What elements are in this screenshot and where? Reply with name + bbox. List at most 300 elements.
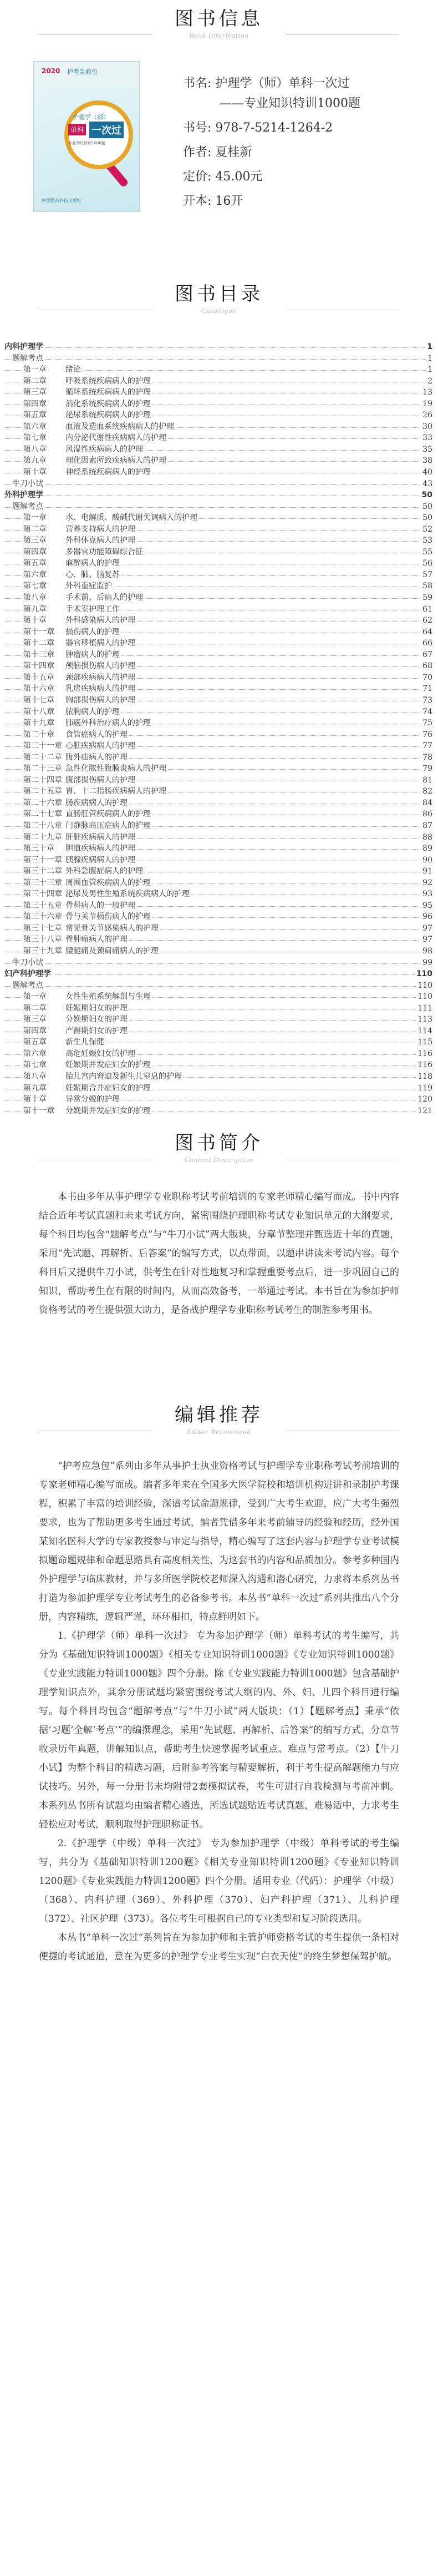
toc-title: 手术前、后病人的护理 bbox=[65, 593, 143, 603]
toc-chapter-number: 第十七章 bbox=[23, 695, 54, 705]
cover-year: 2020 bbox=[42, 67, 60, 75]
toc-chap bbox=[4, 627, 432, 638]
toc-title: 肺癌外科治疗病人的护理 bbox=[65, 719, 151, 728]
toc-title: 外科重症监护 bbox=[65, 582, 112, 591]
cover-subject: 护理学（师） bbox=[73, 114, 109, 121]
cover-single: 单科 bbox=[68, 124, 86, 135]
toc-chap bbox=[4, 672, 432, 684]
cover-pass: 一次过 bbox=[89, 122, 124, 138]
toc-chap bbox=[4, 786, 432, 797]
toc-chapter-number: 第二十四章 bbox=[23, 775, 62, 785]
toc-chapter-number: 第二十九章 bbox=[23, 832, 62, 842]
toc-page-number: 64 bbox=[421, 627, 432, 638]
divider bbox=[286, 34, 399, 35]
toc-page-number: 33 bbox=[421, 432, 432, 444]
toc-group bbox=[4, 478, 432, 490]
toc-page-number: 38 bbox=[421, 455, 432, 467]
toc-chapter-number: 第十一章 bbox=[23, 627, 54, 637]
toc-page-number: 26 bbox=[421, 410, 432, 421]
toc-chapter-number: 第二十一章 bbox=[23, 741, 62, 751]
toc-title: 手术室护理工作 bbox=[65, 604, 120, 614]
toc-chap bbox=[4, 432, 432, 444]
toc-chapter-number: 第九章 bbox=[23, 456, 47, 466]
toc-title: 腰腿痛及颈肩痛病人的护理 bbox=[65, 946, 159, 956]
toc-page-number: 66 bbox=[421, 638, 432, 649]
toc-chapter-number: 第十一章 bbox=[23, 1106, 54, 1115]
toc-chapter-number: 第九章 bbox=[23, 604, 47, 614]
toc-chap bbox=[4, 866, 432, 877]
toc-chap bbox=[4, 1026, 432, 1037]
toc-page-number: 71 bbox=[421, 683, 432, 695]
book-info-heading: 图书信息 bbox=[175, 8, 263, 30]
toc-chapter-number: 第三十五章 bbox=[23, 901, 62, 910]
toc-chapter-number: 第三章 bbox=[23, 388, 47, 397]
book-subtitle-row bbox=[183, 95, 360, 112]
toc-chapter-number: 第十三章 bbox=[23, 650, 54, 659]
toc-page-number: 1 bbox=[426, 364, 432, 376]
toc-chapter-number: 第八章 bbox=[23, 593, 47, 603]
toc-chapter-number: 第四章 bbox=[23, 547, 47, 557]
book-cover bbox=[33, 61, 140, 212]
toc-chap bbox=[4, 638, 432, 649]
toc-title: 直肠肛管疾病病人的护理 bbox=[65, 810, 151, 819]
toc-chapter-number: 第十五章 bbox=[23, 673, 54, 682]
recommend-paragraph-1: “护考应急包”系列由多年从事护士执业资格考试与护理学专业职称考试考前培训的专家老师精心编写而成。编者多年来在全国多大医学院校和培训机构进讲和录制护考课程，积累了丰富的培训经验，深谙考试命题规律，受到广大考生欢迎，应广大考生强烈要求，也为了帮助更多考生通过考试，编者凭借多年来考前辅导的经验和经历，经外国某知名医科大学的专家教授参与审定与指导，精心编写了这套内容与护理学专业考试模拟题命题规律和命题思路具有高度相关性，为这套书的内容和品质加分。参考多种国内外护理学与临床教材，并与多所医学院校老师深入沟通和潜心研究，力求将本系列丛书打造为参加护理学专业考试考生的必备参考书。本丛书“单科一次过”系列共推出八个分册，内容精练，逻辑严谨，环环相扣，特点鲜明如下。 bbox=[39, 1461, 399, 1623]
toc-chap bbox=[4, 410, 432, 421]
toc-chapter-number: 第九章 bbox=[23, 1083, 47, 1093]
toc-title: 题解考点 bbox=[12, 502, 43, 511]
dot-leader bbox=[4, 963, 432, 964]
toc-chap bbox=[4, 775, 432, 786]
toc-part bbox=[4, 341, 432, 353]
toc-chapter-number: 第三十章 bbox=[23, 844, 54, 853]
toc-chapter-number: 第五章 bbox=[23, 411, 47, 420]
toc-chap bbox=[4, 1094, 432, 1105]
format-row: 开本: 16开 bbox=[183, 194, 243, 208]
toc-chap bbox=[4, 1105, 432, 1117]
toc-title: 新生儿保健 bbox=[65, 1038, 104, 1047]
toc-chapter-number: 第三十九章 bbox=[23, 946, 62, 956]
toc-chapter-number: 第二十七章 bbox=[23, 810, 62, 819]
toc-page-number: 68 bbox=[421, 660, 432, 672]
toc-title: 乳房疾病病人的护理 bbox=[65, 684, 135, 694]
toc-chap bbox=[4, 695, 432, 706]
price: 45.00元 bbox=[215, 170, 263, 184]
toc-chap bbox=[4, 615, 432, 627]
toc-page-number: 56 bbox=[421, 558, 432, 569]
toc-chap bbox=[4, 1083, 432, 1094]
cover-publisher: 中国医药科技出版社 bbox=[42, 198, 82, 203]
toc-page-number: 110 bbox=[416, 991, 432, 1003]
book-info-list bbox=[183, 75, 360, 218]
toc-page-number: 1 bbox=[425, 341, 432, 353]
toc-chap bbox=[4, 1059, 432, 1071]
toc-title: 泌尿及男性生殖系统疾病病人的护理 bbox=[65, 890, 190, 899]
recommend-heading-en: Editor Recommend bbox=[186, 1427, 251, 1436]
toc-title: 麻醉病人的护理 bbox=[65, 559, 120, 568]
toc-chap bbox=[4, 934, 432, 946]
toc-chapter-number: 第八章 bbox=[23, 445, 47, 454]
toc-title: 分娩期并发症妇女的护理 bbox=[65, 1106, 151, 1115]
toc-title: 胰腺疾病病人的护理 bbox=[65, 855, 135, 865]
toc-page-number: 91 bbox=[421, 866, 432, 877]
toc-chap bbox=[4, 467, 432, 478]
toc-chap bbox=[4, 900, 432, 912]
table-of-contents bbox=[4, 341, 432, 1117]
toc-group bbox=[4, 353, 432, 365]
toc-page-number: 113 bbox=[416, 1014, 432, 1026]
toc-title: 肝脏疾病病人的护理 bbox=[65, 832, 135, 842]
toc-title: 绪论 bbox=[65, 365, 81, 375]
toc-chap bbox=[4, 991, 432, 1003]
toc-page-number: 114 bbox=[416, 1026, 432, 1037]
toc-page-number: 59 bbox=[421, 592, 432, 604]
toc-title: 颈部疾病病人的护理 bbox=[65, 673, 135, 682]
toc-chap bbox=[4, 580, 432, 592]
toc-page-number: 119 bbox=[416, 1083, 432, 1094]
description-heading-en: Content Description bbox=[184, 1155, 254, 1164]
dot-leader bbox=[4, 507, 432, 508]
toc-chap bbox=[4, 740, 432, 752]
toc-chap bbox=[4, 1071, 432, 1083]
toc-group bbox=[4, 980, 432, 992]
toc-title: 心脏疾病病人的护理 bbox=[65, 741, 135, 751]
toc-chap bbox=[4, 512, 432, 524]
toc-chapter-number: 第二十五章 bbox=[23, 787, 62, 796]
toc-chapter-number: 第八章 bbox=[23, 1072, 47, 1081]
toc-chap bbox=[4, 797, 432, 809]
toc-page-number: 57 bbox=[421, 569, 432, 581]
toc-chap bbox=[4, 832, 432, 843]
toc-chapter-number: 第一章 bbox=[23, 992, 47, 1002]
book-title-row: 书名: 护理学（师）单科一次过 bbox=[183, 77, 350, 90]
toc-title: 妊娠期并发症妇女的护理 bbox=[65, 1060, 151, 1070]
toc-page-number: 110 bbox=[415, 968, 432, 980]
recommend-paragraph-2: 1.《护理学（师）单科一次过》 专为参加护理学（师）单科考试的考生编写，共分为《基础知识特训1000题》《相关专业知识特训1000题》《专业知识特训1000题》《专业实践能力特训1000题》四个分册。除《专业实践能力特训1000题》包含基础护理学知识点外，其余分册试题均紧密围绕考试大纲的内、外、妇、儿四个科目进行编写。每个科目均包含“题解考点”与“牛刀小试”两大版块：（1）【题解考点】秉承“依据‘习题’全解‘考点’”的编撰理念，采用“先试题、再解析、后答案”的编写方式，分章节收录历年真题，讲解知识点，帮助考生快速掌握考试重点、难点与常考点。（2）【牛刀小试】为整个科目的精选习题，后附参考答案与精要解析，利于考生提高解题能力与应试技巧。另外，每一分册书末均附带2套模拟试卷，考生可进行自我检测与考前冲刺。本系列丛书所有试题均由编者精心遴选，所选试题贴近考试真题，难易适中，力求考生轻松应对考试，顺利取得护理职称证书。 bbox=[39, 1630, 399, 1830]
toc-page-number: 99 bbox=[421, 957, 432, 969]
toc-chapter-number: 第十四章 bbox=[23, 661, 54, 671]
toc-title: 周围血管疾病病人的护理 bbox=[65, 878, 151, 887]
author: 夏桂新 bbox=[215, 145, 252, 159]
toc-chap bbox=[4, 911, 432, 923]
toc-title: 内分泌代谢性疾病病人的护理 bbox=[65, 433, 166, 443]
toc-title: 门静脉高压症病人的护理 bbox=[65, 821, 151, 830]
toc-chap bbox=[4, 1037, 432, 1048]
recommend-heading: 编辑推荐 bbox=[175, 1404, 263, 1426]
toc-title: 异常分娩的护理 bbox=[65, 1095, 120, 1104]
toc-page-number: 30 bbox=[421, 421, 432, 433]
toc-page-number: 86 bbox=[421, 809, 432, 820]
toc-page-number: 93 bbox=[421, 888, 432, 900]
toc-chapter-number: 第三十二章 bbox=[23, 867, 62, 876]
toc-page-number: 13 bbox=[421, 387, 432, 398]
toc-page-number: 81 bbox=[421, 775, 432, 786]
toc-page-number: 52 bbox=[421, 524, 432, 536]
toc-title: 风湿性疾病病人的护理 bbox=[65, 445, 143, 454]
toc-title: 神经系统疾病病人的护理 bbox=[65, 468, 151, 477]
toc-page-number: 97 bbox=[421, 923, 432, 935]
toc-chap bbox=[4, 729, 432, 741]
toc-title: 题解考点 bbox=[12, 981, 43, 990]
toc-page-number: 90 bbox=[421, 855, 432, 866]
description-header bbox=[0, 1132, 438, 1164]
toc-chap bbox=[4, 547, 432, 558]
toc-chap bbox=[4, 444, 432, 456]
description-body bbox=[39, 1188, 399, 1320]
toc-title: 消化系统疾病病人的护理 bbox=[65, 399, 151, 408]
cover-series: 护考急救包 bbox=[67, 68, 98, 75]
toc-page-number: 115 bbox=[416, 1037, 432, 1048]
toc-chapter-number: 第一章 bbox=[23, 365, 47, 375]
toc-chap bbox=[4, 683, 432, 695]
toc-chap bbox=[4, 649, 432, 661]
toc-page-number: 74 bbox=[421, 706, 432, 718]
toc-chapter-number: 第三章 bbox=[23, 536, 47, 545]
toc-chapter-number: 第三十七章 bbox=[23, 923, 62, 933]
toc-title: 外科感染病人的护理 bbox=[65, 616, 135, 625]
toc-page-number: 19 bbox=[421, 398, 432, 410]
toc-page-number: 116 bbox=[416, 1059, 432, 1071]
toc-title: 常见骨关节感染病人的护理 bbox=[65, 923, 159, 933]
toc-chapter-number: 第三章 bbox=[23, 1015, 47, 1024]
toc-page-number: 82 bbox=[421, 786, 432, 797]
toc-title: 器官移植病人的护理 bbox=[65, 639, 135, 648]
toc-page-number: 84 bbox=[421, 797, 432, 809]
toc-chapter-number: 第十章 bbox=[23, 1095, 47, 1104]
toc-page-number: 95 bbox=[421, 900, 432, 912]
toc-chap bbox=[4, 1048, 432, 1060]
dot-leader bbox=[4, 359, 432, 360]
toc-chapter-number: 第十章 bbox=[23, 616, 47, 625]
toc-page-number: 40 bbox=[421, 467, 432, 478]
toc-chapter-number: 第二十三章 bbox=[23, 764, 62, 774]
toc-chapter-number: 第六章 bbox=[23, 570, 47, 579]
dot-leader bbox=[4, 974, 432, 975]
toc-chap bbox=[4, 763, 432, 775]
toc-page-number: 120 bbox=[416, 1094, 432, 1105]
toc-page-number: 92 bbox=[421, 877, 432, 889]
catalogue-heading-en: Catalogue bbox=[201, 306, 237, 315]
recommend-header bbox=[0, 1404, 438, 1436]
toc-chap bbox=[4, 843, 432, 855]
toc-chap bbox=[4, 706, 432, 718]
toc-page-number: 79 bbox=[421, 763, 432, 775]
toc-page-number: 96 bbox=[421, 911, 432, 923]
toc-title: 外科急腹症病人的护理 bbox=[65, 867, 143, 876]
toc-chap bbox=[4, 558, 432, 569]
toc-chapter-number: 第三十三章 bbox=[23, 878, 62, 887]
toc-title: 骨肿瘤病人的护理 bbox=[65, 935, 128, 944]
toc-page-number: 50 bbox=[421, 501, 432, 513]
toc-page-number: 76 bbox=[421, 729, 432, 741]
toc-title: 腹部损伤病人的护理 bbox=[65, 775, 135, 785]
toc-chapter-number: 第三十一章 bbox=[23, 855, 62, 865]
toc-title: 损伤病人的护理 bbox=[65, 627, 120, 637]
toc-chapter-number: 第六章 bbox=[23, 1049, 47, 1058]
toc-title: 胎儿宫内窘迫及新生儿窒息的护理 bbox=[65, 1072, 182, 1081]
toc-title: 肿瘤病人的护理 bbox=[65, 650, 120, 659]
toc-page-number: 97 bbox=[421, 934, 432, 946]
toc-page-number: 98 bbox=[421, 946, 432, 957]
toc-title: 内科护理学 bbox=[4, 342, 43, 351]
recommend-body bbox=[39, 1457, 399, 1966]
cover-mini-title: 专业知识特训1000题 bbox=[68, 141, 105, 145]
toc-chap bbox=[4, 888, 432, 900]
toc-chap bbox=[4, 855, 432, 866]
book-title: 护理学（师）单科一次过 bbox=[215, 77, 350, 90]
toc-title: 胃、十二指肠疾病病人的护理 bbox=[65, 787, 166, 796]
toc-page-number: 77 bbox=[421, 740, 432, 752]
recommend-paragraph-3: 2.《护理学（中级）单科一次过》 专为参加护理学（中级）单科考试的考生编写，共分为《基础知识特训1200题》《相关专业知识特训1200题》《专业知识特训1200题》《专业实践能力特训1200题》四个分册。适用专业（代码）：护理学（中级）（368）、内科护理（369）、外科护理（370）、妇产科护理（371）、儿科护理（372）、社区护理（373）。各位考生可根据自己的专业类型和复习阶段选用。 bbox=[39, 1838, 399, 1925]
toc-page-number: 73 bbox=[421, 695, 432, 706]
description-heading: 图书简介 bbox=[175, 1132, 263, 1154]
toc-chap bbox=[4, 455, 432, 467]
isbn: 978-7-5214-1264-2 bbox=[215, 121, 333, 135]
toc-chap bbox=[4, 604, 432, 615]
toc-page-number: 55 bbox=[421, 547, 432, 558]
toc-title: 肠疾病病人的护理 bbox=[65, 798, 128, 807]
toc-title: 泌尿系统疾病病人的护理 bbox=[65, 411, 151, 420]
toc-title: 颅脑损伤病人的护理 bbox=[65, 661, 135, 671]
toc-chapter-number: 第五章 bbox=[23, 559, 47, 568]
toc-chapter-number: 第四章 bbox=[23, 1026, 47, 1036]
toc-chap bbox=[4, 387, 432, 398]
price-row: 定价: 45.00元 bbox=[183, 170, 263, 184]
toc-chap bbox=[4, 364, 432, 376]
toc-title: 呼吸系统疾病病人的护理 bbox=[65, 376, 151, 386]
toc-chapter-number: 第七章 bbox=[23, 582, 47, 591]
toc-chap bbox=[4, 1003, 432, 1014]
toc-page-number: 67 bbox=[421, 649, 432, 661]
toc-title: 妊娠期合并症妇女的护理 bbox=[65, 1083, 151, 1093]
toc-title: 腹外疝病人的护理 bbox=[65, 752, 128, 762]
description-text: 本书由多年从事护理学专业职称考试考前培训的专家老师精心编写而成。书中内容结合近年考试真题和未来考试方向，紧密围绕护理职称考试专业知识单元的大纲要求，每个科目均包含“题解考点”与“牛刀小试”两大版块，分章节整理并甄选近十年的真题，采用“先试题、再解析、后答案”的编写方式，以点带面，以题串讲读来考试内容。每个科目后又提供牛刀小试，供考生在针对性地复习和掌握重要考点后，进一步巩固自己的知识，帮助考生在有限的时间内，从而高效备考，一举通过考试。本书旨在为参加护师资格考试的考生提供强大助力，是备战护理学专业职称考试考生的制胜参考用书。 bbox=[39, 1191, 399, 1316]
toc-chapter-number: 第二章 bbox=[23, 524, 47, 534]
toc-chap bbox=[4, 946, 432, 957]
toc-chap bbox=[4, 877, 432, 889]
toc-chapter-number: 第一章 bbox=[23, 513, 47, 523]
toc-chapter-number: 第二章 bbox=[23, 376, 47, 386]
toc-chapter-number: 第三十四章 bbox=[23, 890, 62, 899]
dot-leader bbox=[4, 484, 432, 485]
toc-chap bbox=[4, 660, 432, 672]
toc-title: 外科休克病人的护理 bbox=[65, 536, 135, 545]
toc-chapter-number: 第三十六章 bbox=[23, 912, 62, 922]
toc-chap bbox=[4, 718, 432, 729]
toc-group bbox=[4, 501, 432, 513]
toc-page-number: 111 bbox=[416, 1003, 432, 1014]
toc-page-number: 2 bbox=[426, 376, 432, 387]
toc-chap bbox=[4, 820, 432, 832]
toc-chapter-number: 第四章 bbox=[23, 399, 47, 408]
toc-page-number: 50 bbox=[421, 512, 432, 524]
toc-chapter-number: 第十章 bbox=[23, 468, 47, 477]
toc-title: 营养支持病人的护理 bbox=[65, 524, 135, 534]
toc-page-number: 58 bbox=[421, 580, 432, 592]
toc-chapter-number: 第六章 bbox=[23, 422, 47, 431]
toc-page-number: 35 bbox=[421, 444, 432, 456]
toc-title: 分娩期妇女的护理 bbox=[65, 1015, 128, 1024]
toc-chap bbox=[4, 752, 432, 764]
toc-chapter-number: 第二十二章 bbox=[23, 752, 62, 762]
toc-chapter-number: 第十八章 bbox=[23, 707, 54, 716]
toc-title: 理化因素所致疾病病人的护理 bbox=[65, 456, 166, 466]
toc-title: 急性化脓性腹膜炎病人的护理 bbox=[65, 764, 166, 774]
toc-title: 多器官功能障碍综合征 bbox=[65, 547, 143, 557]
toc-page-number: 70 bbox=[421, 672, 432, 684]
toc-title: 妊娠期妇女的护理 bbox=[65, 1003, 128, 1013]
toc-chap bbox=[4, 809, 432, 820]
toc-chapter-number: 第十二章 bbox=[23, 639, 54, 648]
toc-page-number: 110 bbox=[416, 980, 432, 992]
toc-title: 心、肺、脑复苏 bbox=[65, 570, 120, 579]
isbn-row: 书号: 978-7-5214-1264-2 bbox=[183, 121, 333, 135]
format: 16开 bbox=[215, 194, 243, 208]
toc-page-number: 118 bbox=[416, 1071, 432, 1083]
toc-chap bbox=[4, 1014, 432, 1026]
toc-page-number: 78 bbox=[421, 752, 432, 764]
toc-title: 产褥期妇女的护理 bbox=[65, 1026, 128, 1036]
toc-page-number: 1 bbox=[426, 353, 432, 365]
toc-chap bbox=[4, 421, 432, 433]
toc-title: 牛刀小试 bbox=[12, 479, 43, 488]
toc-page-number: 121 bbox=[416, 1105, 432, 1117]
toc-title: 高危妊娠妇女的护理 bbox=[65, 1049, 135, 1058]
toc-title: 骨科病人的一般护理 bbox=[65, 901, 135, 910]
dot-leader bbox=[4, 986, 432, 987]
author-row: 作者: 夏桂新 bbox=[183, 145, 252, 159]
toc-title: 妇产科护理学 bbox=[4, 969, 51, 979]
toc-title: 女性生殖系统解剖与生理 bbox=[65, 992, 151, 1002]
toc-chap bbox=[4, 923, 432, 935]
toc-group bbox=[4, 957, 432, 969]
toc-chapter-number: 第十九章 bbox=[23, 719, 54, 728]
toc-title: 食管癌病人的护理 bbox=[65, 730, 128, 739]
toc-chap bbox=[4, 569, 432, 581]
toc-title: 血液及造血系统疾病病人的护理 bbox=[65, 422, 174, 431]
toc-page-number: 61 bbox=[421, 604, 432, 615]
toc-title: 牛刀小试 bbox=[12, 958, 43, 967]
toc-chapter-number: 第二章 bbox=[23, 1003, 47, 1013]
book-info-heading-en: Book Information bbox=[189, 31, 249, 39]
toc-title: 胸部损伤病人的护理 bbox=[65, 695, 135, 705]
toc-title: 题解考点 bbox=[12, 353, 43, 363]
toc-page-number: 116 bbox=[416, 1048, 432, 1060]
toc-title: 水、电解质、酸碱代谢失调病人的护理 bbox=[65, 513, 197, 523]
toc-page-number: 62 bbox=[421, 615, 432, 627]
toc-chap bbox=[4, 376, 432, 387]
catalogue-header bbox=[0, 283, 438, 315]
toc-title: 胆道疾病病人的护理 bbox=[65, 844, 135, 853]
toc-page-number: 88 bbox=[421, 832, 432, 843]
toc-chapter-number: 第二十章 bbox=[23, 730, 54, 739]
toc-chap bbox=[4, 535, 432, 547]
toc-chapter-number: 第二十八章 bbox=[23, 821, 62, 830]
toc-chapter-number: 第七章 bbox=[23, 1060, 47, 1070]
toc-title: 循环系统疾病病人的护理 bbox=[65, 388, 151, 397]
toc-chap bbox=[4, 524, 432, 536]
toc-title: 骨与关节损伤病人的护理 bbox=[65, 912, 151, 922]
dot-leader bbox=[4, 347, 432, 348]
toc-part bbox=[4, 968, 432, 980]
toc-page-number: 53 bbox=[421, 535, 432, 547]
catalogue-heading: 图书目录 bbox=[175, 283, 263, 305]
toc-chapter-number: 第五章 bbox=[23, 1038, 47, 1047]
toc-chap bbox=[4, 398, 432, 410]
toc-page-number: 87 bbox=[421, 820, 432, 832]
toc-chapter-number: 第十六章 bbox=[23, 684, 54, 694]
toc-page-number: 89 bbox=[421, 843, 432, 855]
